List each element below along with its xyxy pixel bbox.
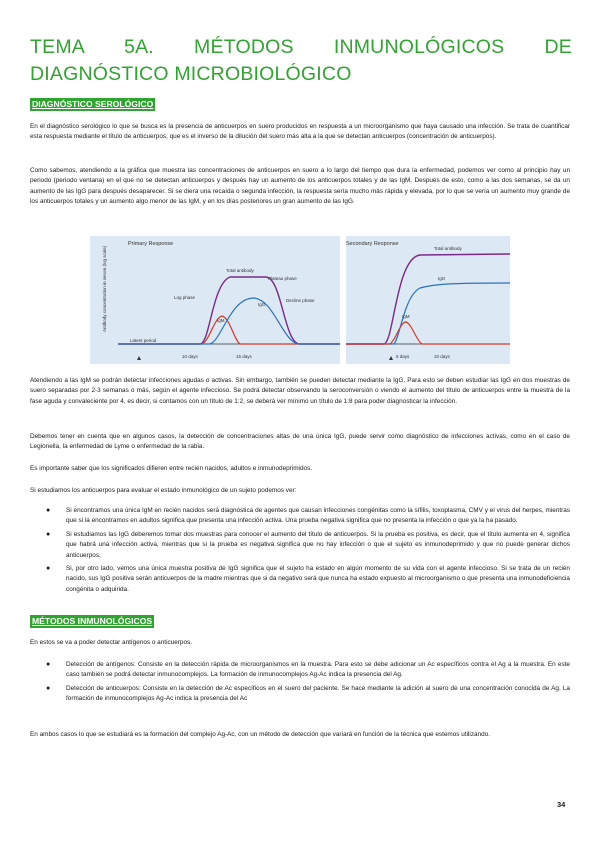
- list-item-text: Consiste en la detección de Ac específicos en el suero del paciente. Se hace mediante la adición al suero de una concentración conocida de Ag. La formación de inmunocomplejos Ag-Ac indica la presencia del Ac: [66, 684, 570, 703]
- secondary-response-title: Secondary Response: [346, 241, 399, 247]
- label-igm-primary: IgM: [217, 318, 225, 323]
- label-total-antibody: Total antibody: [226, 268, 254, 273]
- paragraph-1: En el diagnóstico serológico lo que se busca es la presencia de anticuerpos en suero producidos en respuesta a un microorganismo que haya causado una infección. Se trata de cuantificar esta respuesta mediante el título de anticuerpos, que es el inverso de la dilución del suero más alta a la que se detectan anticuerpos (concentración de anticuerpos).: [30, 123, 570, 141]
- bullet-icon: ●: [46, 530, 51, 538]
- tick-secondary-5-days: 5 days: [396, 354, 410, 359]
- paragraph-3: Atendiendo a las IgM se podrán detectar infecciones agudas o activas. Sin embargo, también se pueden detectar mediante la IgG. Para esto se deben estudiar las IgG en dos muestras de suero separadas por 2-3 semanas o más, según el agente infeccioso. Se podrá detectar observando la seroconversión o viendo el aumento del título de anticuerpos entre la muestra de la fase aguda y convaleciente por 4, es decir, si contamos con un título de 1:2, se deberá ver mínimo un título de 1:8 para poder diagnosticar la infección.: [30, 377, 570, 405]
- paragraph-2: Como sabemos, atendiendo a la gráfica que muestra las concentraciones de anticuerpos en suero a lo largo del tiempo que dura la enfermedad, podemos ver como al principio hay un periodo (periodo ventana) en el que no se detectan anticuerpos y después hay un aumento de los anticuerpos totales y de las IgM. Después de esto, como a las dos semanas, se da un aumento de las IgG para después desaparecer. Si se diera una recaída o segunda infección, la respuesta sería mucho más rápida y elevada, por lo que se vería un aumento muy grande de los anticuerpos totales y un aumento algo menor de las IgM, y en los días posteriores un gran aumento de las IgG.: [30, 167, 570, 206]
- label-igg-primary: IgG: [258, 302, 266, 307]
- label-decline-phase: Decline phase: [286, 298, 315, 303]
- label-igm-secondary: IgM: [402, 314, 410, 319]
- label-plateau-phase: Plateau phase: [268, 276, 297, 281]
- list-item-text: Si encontramos una única IgM en recién nacidos será diagnóstica de agentes que causan infecciones congénitas como la sífilis, toxoplasma, CMV y el virus del herpes, mientras que si la encontramos en adultos significa que presenta una infección activa. Una prueba negativa significa que no presenta la infección o que ya la ha pasado.: [66, 507, 570, 525]
- list-item-text: Consiste en la detección rápida de microorganismos en la muestra. Para esto se debe adicionar un Ac específicos contra el Ag a la muestra. En este caso también se podrá detectar inmunocomplejos. La formación de inmunocomplejos Ag-Ac indica la presencia del Ag.: [66, 661, 570, 679]
- list-item-text: Si estudiamos las IgG deberemos tomar dos muestras para conocer el aumento del título de anticuerpos. Si la prueba es positiva, es decir, que el título aumenta en 4, significa que habrá una infección activa, mientras que si la prueba es negativa significa que no hay infección o que el sujeto es inmunodeprimido y que no puede generar dichos anticuerpos.: [66, 530, 570, 559]
- list-item-lead: Detección de anticuerpos:: [66, 684, 141, 692]
- page-title: [30, 34, 572, 88]
- tick-primary-15-days: 15 days: [236, 354, 252, 359]
- list-item: [30, 530, 570, 561]
- list-item: [30, 506, 570, 527]
- label-total-antibody-secondary: Total antibody: [434, 246, 462, 251]
- antibody-response-figure: [90, 236, 510, 364]
- section-heading-serologico: DIAGNÓSTICO SEROLÓGICO: [32, 99, 154, 109]
- figure-separator: [340, 236, 346, 364]
- bullet-icon: ●: [46, 661, 51, 668]
- tick-primary-10-days: 10 days: [182, 354, 198, 359]
- list-item: [30, 684, 570, 705]
- title-line-2: DIAGNÓSTICO MICROBIOLÓGICO: [30, 63, 352, 85]
- title-line-1: TEMA 5A. MÉTODOS INMUNOLÓGICOS DE: [30, 36, 572, 58]
- list-item-lead: Detección de antígenos:: [66, 661, 136, 668]
- bullet-icon: ●: [46, 684, 51, 692]
- paragraph-6: Si estudiamos los anticuerpos para evaluar el estado inmunológico de un sujeto podemos ver:: [30, 487, 297, 494]
- page-number: 34: [557, 800, 566, 809]
- methods-bullet-list: [30, 660, 570, 708]
- label-log-phase: Log phase: [174, 295, 196, 300]
- bullet-icon: ●: [46, 507, 51, 514]
- paragraph-4: Debemos tener en cuenta que en algunos casos, la detección de concentraciones altas de una única IgG, puede servir como diagnóstico de infecciones activas, como en el caso de Legionella, la enfermedad de Lyme o enfermedad de la rabia.: [30, 433, 570, 451]
- paragraph-5: Es importante saber que los significados difieren entre recién nacidos, adultos e inmunodeprimidos.: [30, 465, 313, 472]
- list-item: [30, 660, 570, 681]
- serologic-bullet-list: [30, 506, 570, 598]
- label-latent-period: Latent period: [130, 338, 157, 343]
- list-item-text: Si, por otro lado, vemos una única muestra positiva de IgG significa que el sujeto ha estado en algún momento de su vida con el agente infeccioso. Si se trata de un recién nacido, sus IgG positiva serán anticuerpos de la madre mientras que si da negativo será que nunca ha estado expuesto al microorganismo o que presenta una inmunodeficiencia congénita o adquirida.: [66, 565, 570, 593]
- label-igg-secondary: IgG: [438, 276, 446, 281]
- y-axis-label: Antibody concentration in serum (log scale): [102, 245, 107, 332]
- primary-response-title: Primary Response: [128, 241, 174, 247]
- paragraph-7: En estos se va a poder detectar antígenos o anticuerpos.: [30, 639, 193, 646]
- section-heading-inmunologicos: MÉTODOS INMUNOLÓGICOS: [32, 616, 153, 626]
- bullet-icon: ●: [46, 565, 51, 573]
- tick-secondary-10-days: 10 days: [434, 354, 450, 359]
- paragraph-8: En ambos casos lo que se estudiará es la formación del complejo Ag-Ac, con un método de detección que variará en función de la técnica que estemos utilizando.: [30, 731, 491, 738]
- list-item: [30, 564, 570, 595]
